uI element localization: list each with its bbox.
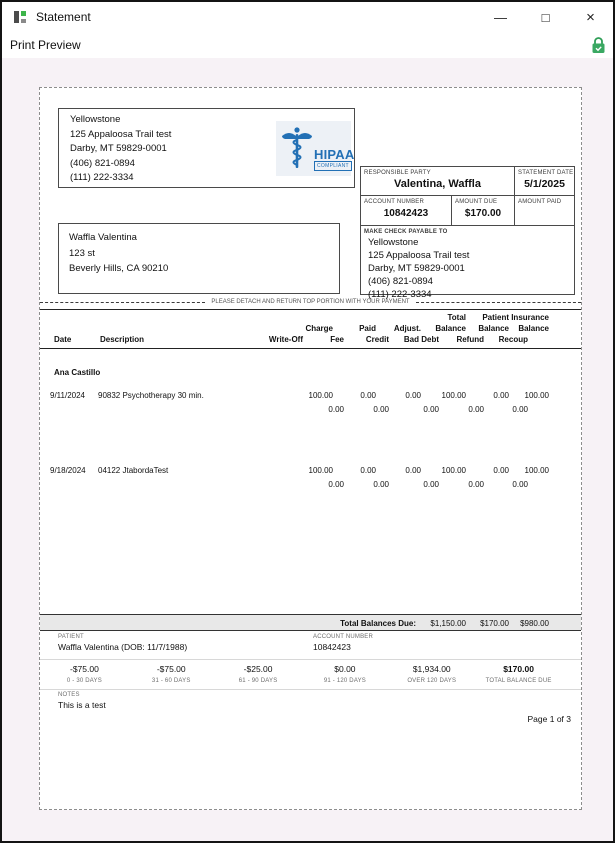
patient-value: Waffla Valentina (DOB: 11/7/1988) — [58, 642, 188, 652]
responsible-party-cell: RESPONSIBLE PARTY Valentina, Waffla — [361, 167, 515, 196]
notes-label: NOTES — [58, 692, 80, 698]
table-header: Total Patient Insurance Charge Paid Adjust. Balance Balance Balance Date Description Write-Off Fee Credit Bad Debt Refund Recoup — [40, 312, 581, 349]
window-title: Statement — [36, 10, 91, 24]
summary-divider — [40, 689, 581, 690]
row-date: 9/11/2024 — [50, 391, 85, 400]
hipaa-subtitle: COMPLIANT — [314, 161, 352, 171]
dashed-line — [416, 302, 581, 303]
hipaa-compliant-logo — [276, 121, 355, 176]
amount-paid-cell: AMOUNT PAID — [515, 196, 574, 226]
print-preview-toolbar — [2, 32, 613, 58]
aging-bucket: -$25.00 61 - 90 DAYS — [238, 664, 278, 684]
aging-bucket: $0.00 91 - 120 DAYS — [323, 664, 366, 684]
row-description: 04122 JtabordaTest — [98, 466, 169, 475]
practice-address: Yellowstone 125 Appaloosa Trail test Darby, MT 59829-0001 (406) 821-0894 (111) 222-3334 — [70, 114, 172, 183]
patient-label: PATIENT — [58, 634, 84, 640]
account-number-value: 10842423 — [383, 208, 429, 219]
table-row: 9/11/2024 90832 Psychotherapy 30 min. 100.00 0.00 0.00 100.00 0.00 100.00 0.00 0.00 0.00 0.00 0.00 — [50, 391, 549, 414]
statement-date-value: 5/1/2025 — [524, 178, 565, 190]
total-balance-value: $1,150.00 — [430, 619, 466, 628]
account-number-label: ACCOUNT NUMBER — [313, 634, 374, 640]
aging-bucket: -$75.00 0 - 30 DAYS — [66, 664, 102, 684]
page-indicator: Page 1 of 3 — [527, 714, 571, 724]
practice-address-box — [58, 108, 355, 188]
minimize-button[interactable]: — — [494, 9, 507, 25]
maximize-button[interactable]: □ — [541, 9, 550, 25]
aging-bucket: -$75.00 31 - 60 DAYS — [151, 664, 191, 684]
amount-due-cell: AMOUNT DUE $170.00 — [452, 196, 515, 226]
responsible-party-box — [360, 166, 575, 300]
close-button[interactable]: × — [586, 8, 595, 26]
make-check-payable-cell: MAKE CHECK PAYABLE TO Yellowstone 125 Appaloosa Trail test Darby, MT 59829-0001 (406) 821-0894 (111) 222-3334 — [364, 229, 470, 300]
statement-page — [39, 87, 582, 810]
total-balances-label: Total Balances Due: — [340, 619, 416, 628]
preview-area — [2, 58, 613, 841]
patient-address: Waffla Valentina 123 st Beverly Hills, CA 90210 — [69, 232, 169, 274]
patient-balance-value: $170.00 — [480, 619, 509, 628]
patient-address-box — [58, 223, 340, 294]
total-balances-row — [40, 614, 581, 631]
detach-notice: PLEASE DETACH AND RETURN TOP PORTION WITH YOUR PAYMENT — [40, 298, 581, 306]
statement-date-cell: STATEMENT DATE 5/1/2025 — [515, 167, 574, 196]
account-number-cell: ACCOUNT NUMBER 10842423 — [361, 196, 452, 226]
dashed-line — [40, 302, 205, 303]
titlebar — [2, 2, 613, 32]
row-description: 90832 Psychotherapy 30 min. — [98, 391, 204, 400]
hipaa-title: HIPAA — [314, 147, 355, 162]
aging-buckets — [41, 664, 562, 684]
notes-value: This is a test — [58, 700, 106, 710]
summary-divider — [40, 659, 581, 660]
aging-bucket: $1,934.00 OVER 120 DAYS — [407, 664, 457, 684]
make-check-address: Yellowstone 125 Appaloosa Trail test Darby, MT 59829-0001 (406) 821-0894 (111) 222-3334 — [368, 237, 470, 300]
amount-due-value: $170.00 — [464, 208, 502, 219]
caduceus-icon — [280, 126, 314, 172]
window-controls — [478, 2, 613, 32]
provider-group-label: Ana Castillo — [54, 368, 101, 377]
section-divider — [40, 309, 581, 310]
app-icon — [13, 10, 27, 24]
account-number-summary-value: 10842423 — [313, 642, 351, 652]
responsible-party-value: Valentina, Waffla — [393, 178, 481, 190]
aging-bucket-total: $170.00 TOTAL BALANCE DUE — [485, 664, 552, 684]
table-row: 9/18/2024 04122 JtabordaTest 100.00 0.00 0.00 100.00 0.00 100.00 0.00 0.00 0.00 0.00 0.00 — [50, 466, 549, 489]
insurance-balance-value: $980.00 — [520, 619, 549, 628]
print-preview-label: Print Preview — [10, 38, 81, 52]
lock-check-icon[interactable] — [591, 36, 606, 54]
row-date: 9/18/2024 — [50, 466, 86, 475]
